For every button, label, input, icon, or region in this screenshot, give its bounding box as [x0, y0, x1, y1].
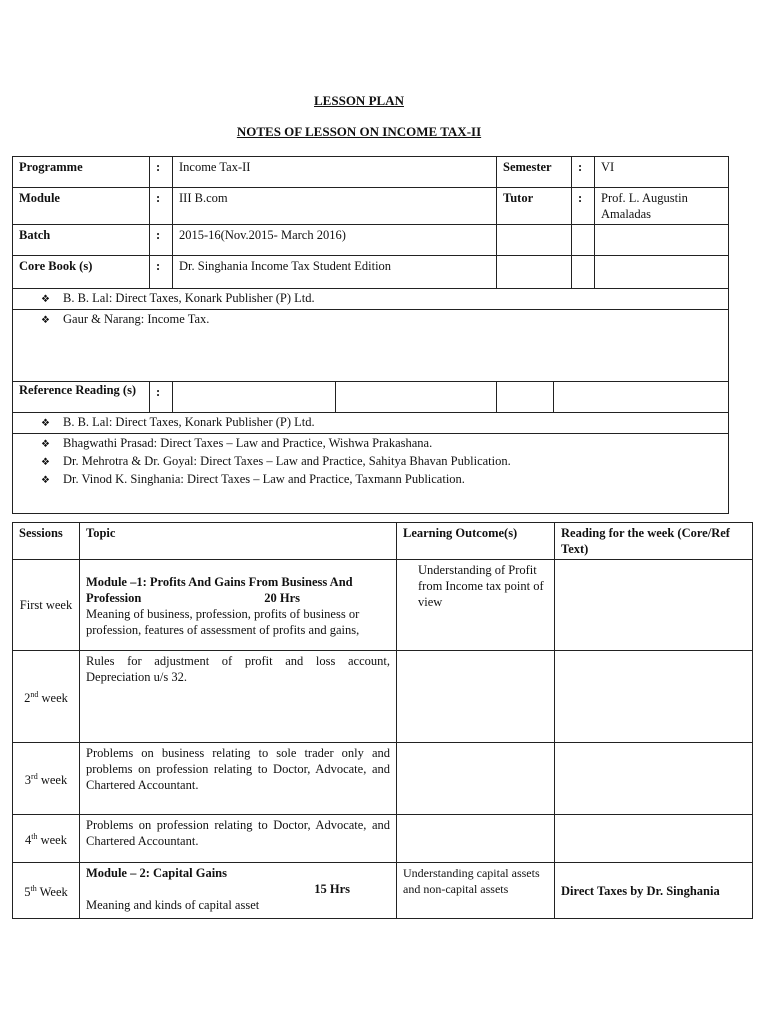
diamond-bullet-icon: ❖ [41, 418, 50, 429]
topic-text: Meaning of business, profession, profits of business or profession, features of assessment of profits and gains, [86, 607, 360, 637]
colon: : [572, 188, 595, 225]
empty-cell [497, 382, 554, 413]
diamond-bullet-icon: ❖ [41, 475, 50, 486]
tutor-label: Tutor [497, 188, 572, 225]
reading-cell [555, 560, 753, 651]
empty-cell [572, 225, 595, 256]
module-label: Module [13, 188, 150, 225]
session-cell: 4th week [13, 815, 80, 863]
colon: : [150, 256, 173, 289]
table-row [13, 743, 753, 815]
programme-value: Income Tax-II [173, 157, 497, 188]
outcome-cell [397, 651, 555, 743]
reading-cell [555, 743, 753, 815]
empty-cell [336, 382, 497, 413]
session-cell: 3rd week [13, 743, 80, 815]
programme-label: Programme [13, 157, 150, 188]
session-cell: First week [13, 560, 80, 651]
module-title: Module – 2: Capital Gains [86, 866, 227, 880]
page-subtitle: NOTES OF LESSON ON INCOME TAX-II [236, 124, 482, 139]
semester-value: VI [595, 157, 729, 188]
empty-cell [497, 256, 572, 289]
header-outcome: Learning Outcome(s) [397, 523, 555, 560]
module-value: III B.com [173, 188, 497, 225]
header-topic: Topic [80, 523, 397, 560]
colon: : [150, 157, 173, 188]
outcome-cell: Understanding of Profit from Income tax point of view [397, 560, 555, 651]
outcome-cell: Understanding capital assets and non-capital assets [397, 863, 555, 919]
diamond-bullet-icon: ❖ [41, 294, 50, 305]
colon: : [572, 157, 595, 188]
module-hours: 15 Hrs [314, 882, 350, 896]
topic-cell: Rules for adjustment of profit and loss account, Depreciation u/s 32. [80, 651, 397, 743]
ref-item: ❖ Bhagwathi Prasad: Direct Taxes – Law and Practice, Wishwa Prakashana. [19, 435, 722, 453]
reading-cell [555, 815, 753, 863]
batch-label: Batch [13, 225, 150, 256]
corebook-label: Core Book (s) [13, 256, 150, 289]
session-cell: 2nd week [13, 651, 80, 743]
table-row [13, 651, 753, 743]
header-reading: Reading for the week (Core/Ref Text) [555, 523, 753, 560]
topic-cell: Problems on profession relating to Doctor, Advocate, and Chartered Accountant. [80, 815, 397, 863]
table-row [13, 560, 753, 651]
ref-list [13, 434, 729, 514]
ref-item: ❖ Dr. Vinod K. Singhania: Direct Taxes – Law and Practice, Taxmann Publication. [19, 471, 722, 489]
core-ref-item: ❖ B. B. Lal: Direct Taxes, Konark Publisher (P) Ltd. [13, 289, 729, 310]
core-ref-item: ❖ Gaur & Narang: Income Tax. [13, 310, 729, 382]
colon: : [150, 225, 173, 256]
empty-cell [173, 382, 336, 413]
colon: : [150, 188, 173, 225]
info-table [12, 156, 729, 514]
diamond-bullet-icon: ❖ [41, 315, 50, 326]
diamond-bullet-icon: ❖ [41, 439, 50, 450]
table-row [13, 815, 753, 863]
ref-item: ❖ Dr. Mehrotra & Dr. Goyal: Direct Taxes – Law and Practice, Sahitya Bhavan Publication. [19, 453, 722, 471]
empty-cell [572, 256, 595, 289]
empty-cell [554, 382, 729, 413]
topic-text: Meaning and kinds of capital asset [86, 898, 260, 912]
empty-cell [595, 256, 729, 289]
table-row [13, 863, 753, 919]
refreading-label: Reference Reading (s) [13, 382, 150, 413]
batch-value: 2015-16(Nov.2015- March 2016) [173, 225, 497, 256]
tutor-value: Prof. L. Augustin Amaladas [595, 188, 729, 225]
empty-cell [497, 225, 572, 256]
reading-cell: Direct Taxes by Dr. Singhania [555, 863, 753, 919]
ref-item: ❖ B. B. Lal: Direct Taxes, Konark Publisher (P) Ltd. [13, 413, 729, 434]
module-hours: 20 Hrs [264, 591, 300, 605]
module-title: Module –1: Profits And Gains From Business And Profession [86, 575, 353, 605]
reading-cell [555, 651, 753, 743]
sessions-table [12, 522, 753, 919]
topic-cell [80, 863, 397, 919]
page-title: LESSON PLAN [314, 93, 404, 108]
topic-cell [80, 560, 397, 651]
corebook-value: Dr. Singhania Income Tax Student Edition [173, 256, 497, 289]
session-cell: 5th Week [13, 863, 80, 919]
outcome-cell [397, 743, 555, 815]
semester-label: Semester [497, 157, 572, 188]
colon: : [150, 382, 173, 413]
outcome-cell [397, 815, 555, 863]
diamond-bullet-icon: ❖ [41, 457, 50, 468]
empty-cell [595, 225, 729, 256]
topic-cell: Problems on business relating to sole trader only and problems on profession relating to Doctor, Advocate, and Chartered Accountant. [80, 743, 397, 815]
header-sessions: Sessions [13, 523, 80, 560]
